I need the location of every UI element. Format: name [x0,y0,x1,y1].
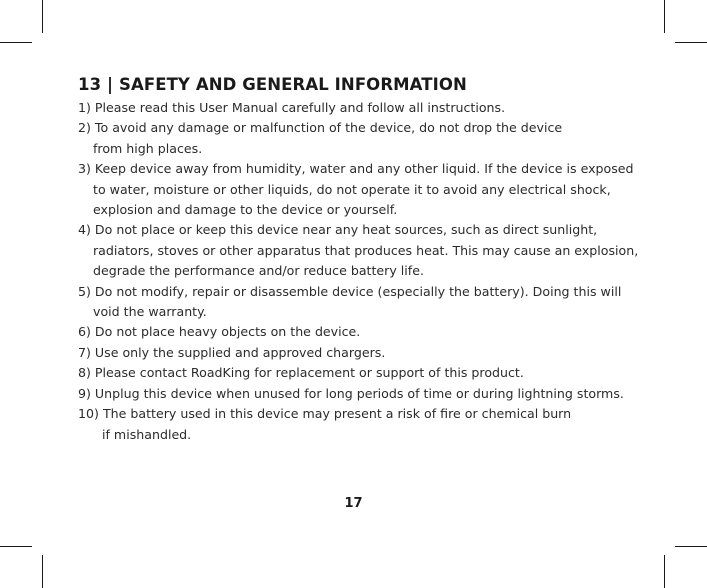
list-item [78,98,638,118]
item-line: 8) Please contact RoadKing for replacement or support of this product. [78,365,524,381]
item-line: to water, moisture or other liquids, do not operate it to avoid any electrical shock, [93,181,611,197]
list-item [78,363,638,383]
safety-list [78,98,638,445]
item-line: from high places. [93,140,203,156]
item-line: 6) Do not place heavy objects on the device. [78,324,361,340]
crop-mark-bottom-right-vertical [664,555,665,588]
list-item [78,404,638,445]
safety-section [78,74,638,445]
item-line: 5) Do not modify, repair or disassemble device (especially the battery). Doing this will [78,283,622,299]
item-line: 2) To avoid any damage or malfunction of the device, do not drop the device [78,120,563,136]
item-line: radiators, stoves or other apparatus that produces heat. This may cause an explosion, [93,242,639,258]
item-line: void the warranty. [93,304,207,320]
crop-mark-bottom-left-horizontal [0,546,32,547]
item-line: 1) Please read this User Manual carefully and follow all instructions. [78,100,506,115]
section-heading: 13 | SAFETY AND GENERAL INFORMATION [78,75,467,94]
crop-mark-top-right-vertical [664,0,665,33]
item-line: degrade the performance and/or reduce battery life. [93,263,424,279]
item-line: if mishandled. [102,426,192,442]
crop-mark-top-left-vertical [42,0,43,33]
crop-mark-bottom-left-vertical [42,555,43,588]
list-item [78,282,638,323]
item-line: 10) The battery used in this device may present a risk of fire or chemical burn [78,406,572,422]
crop-mark-top-left-horizontal [0,42,32,43]
item-line: 4) Do not place or keep this device near any heat sources, such as direct sunlight, [78,222,598,238]
list-item [78,220,638,281]
list-item [78,118,638,159]
item-line: 7) Use only the supplied and approved chargers. [78,344,386,360]
crop-mark-top-right-horizontal [675,42,707,43]
item-line: 9) Unplug this device when unused for long periods of time or during lightning storms. [78,385,624,401]
list-item [78,159,638,220]
page-number: 17 [344,496,363,511]
crop-mark-bottom-right-horizontal [675,546,707,547]
list-item [78,343,638,363]
list-item [78,384,638,404]
item-line: 3) Keep device away from humidity, water and any other liquid. If the device is exposed [78,161,634,177]
list-item [78,322,638,342]
item-line: explosion and damage to the device or yourself. [93,202,398,218]
